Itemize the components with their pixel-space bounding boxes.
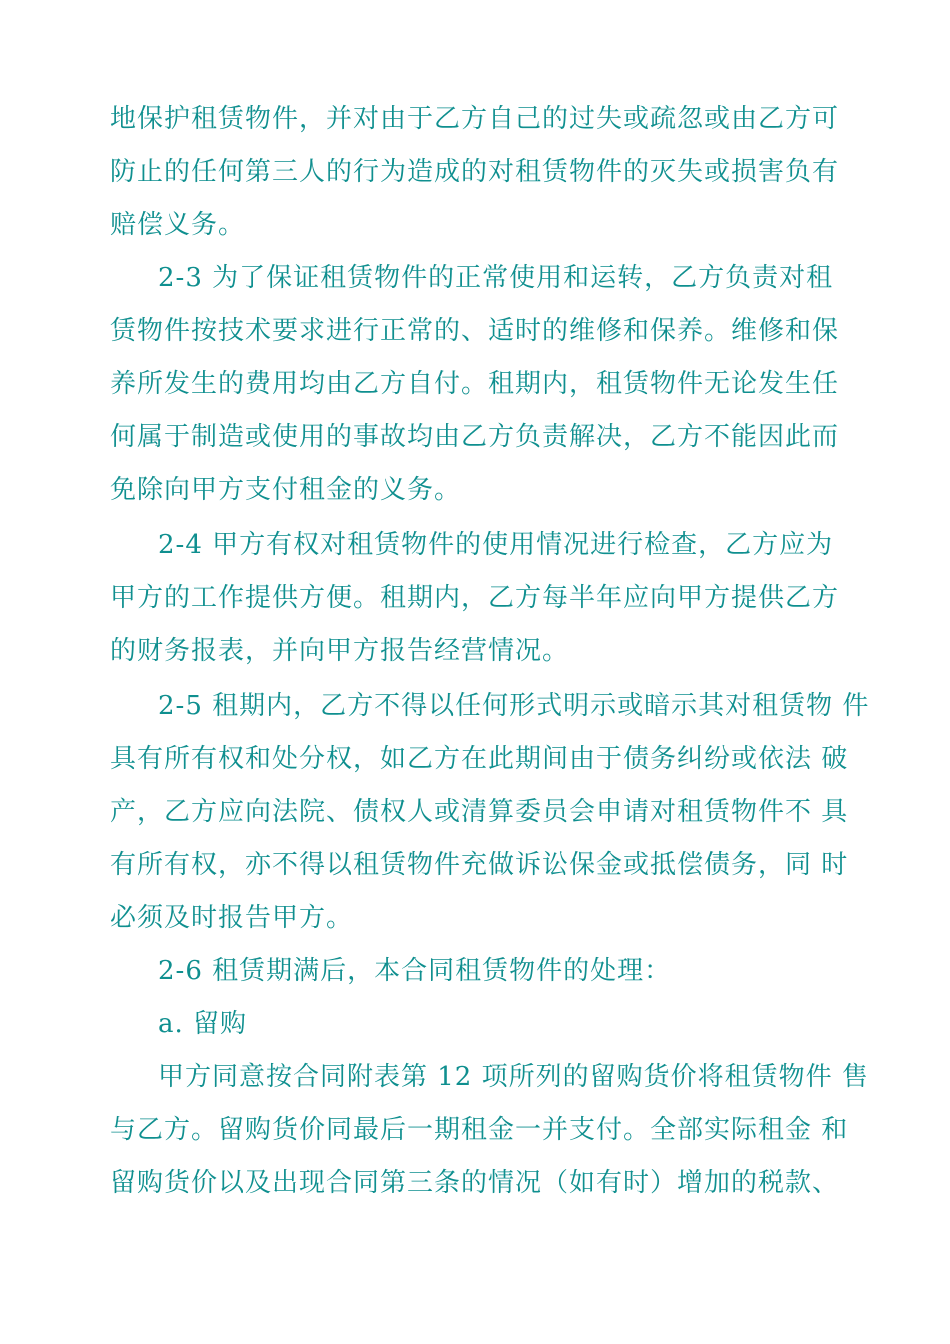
text-line: 产，乙方应向法院、债权人或清算委员会申请对租赁物件不 具 [110,797,849,827]
text-line: 留购货价以及出现合同第三条的情况（如有时）增加的税款、 [110,1168,840,1198]
text-line: 地保护租赁物件，并对由于乙方自己的过失或疏忽或由乙方可 [110,104,840,134]
text-line: 的财务报表，并向甲方报告经营情况。 [110,636,570,666]
text-line: 具有所有权和处分权，如乙方在此期间由于债务纠纷或依法 破 [110,744,849,774]
text-line: 与乙方。留购货价同最后一期租金一并支付。全部实际租金 和 [110,1115,849,1145]
text-line: 免除向甲方支付租金的义务。 [110,475,462,505]
clause-2-3-line: 2-3 为了保证租赁物件的正常使用和运转，乙方负责对租 [158,263,834,293]
text-line: 甲方的工作提供方便。租期内，乙方每半年应向甲方提供乙方 [110,583,840,613]
text-line: 必须及时报告甲方。 [110,903,354,933]
clause-2-4-line: 2-4 甲方有权对租赁物件的使用情况进行检查，乙方应为 [158,530,834,560]
text-line: 赁物件按技术要求进行正常的、适时的维修和保养。维修和保 [110,316,840,346]
text-line: 甲方同意按合同附表第 12 项所列的留购货价将租赁物件 售 [158,1062,869,1092]
text-line: 养所发生的费用均由乙方自付。租期内，租赁物件无论发生任 [110,369,840,399]
text-line: 有所有权，亦不得以租赁物件充做诉讼保金或抵偿债务，同 时 [110,850,849,880]
text-line: 何属于制造或使用的事故均由乙方负责解决，乙方不能因此而 [110,422,840,452]
clause-2-6-line: 2-6 租赁期满后，本合同租赁物件的处理： [158,956,672,986]
clause-2-5-line: 2-5 租期内，乙方不得以任何形式明示或暗示其对租赁物 件 [158,691,870,721]
text-line: 防止的任何第三人的行为造成的对租赁物件的灭失或损害负有 [110,157,840,187]
sub-item-a-line: a. 留购 [158,1009,248,1039]
text-line: 赔偿义务。 [110,210,246,240]
